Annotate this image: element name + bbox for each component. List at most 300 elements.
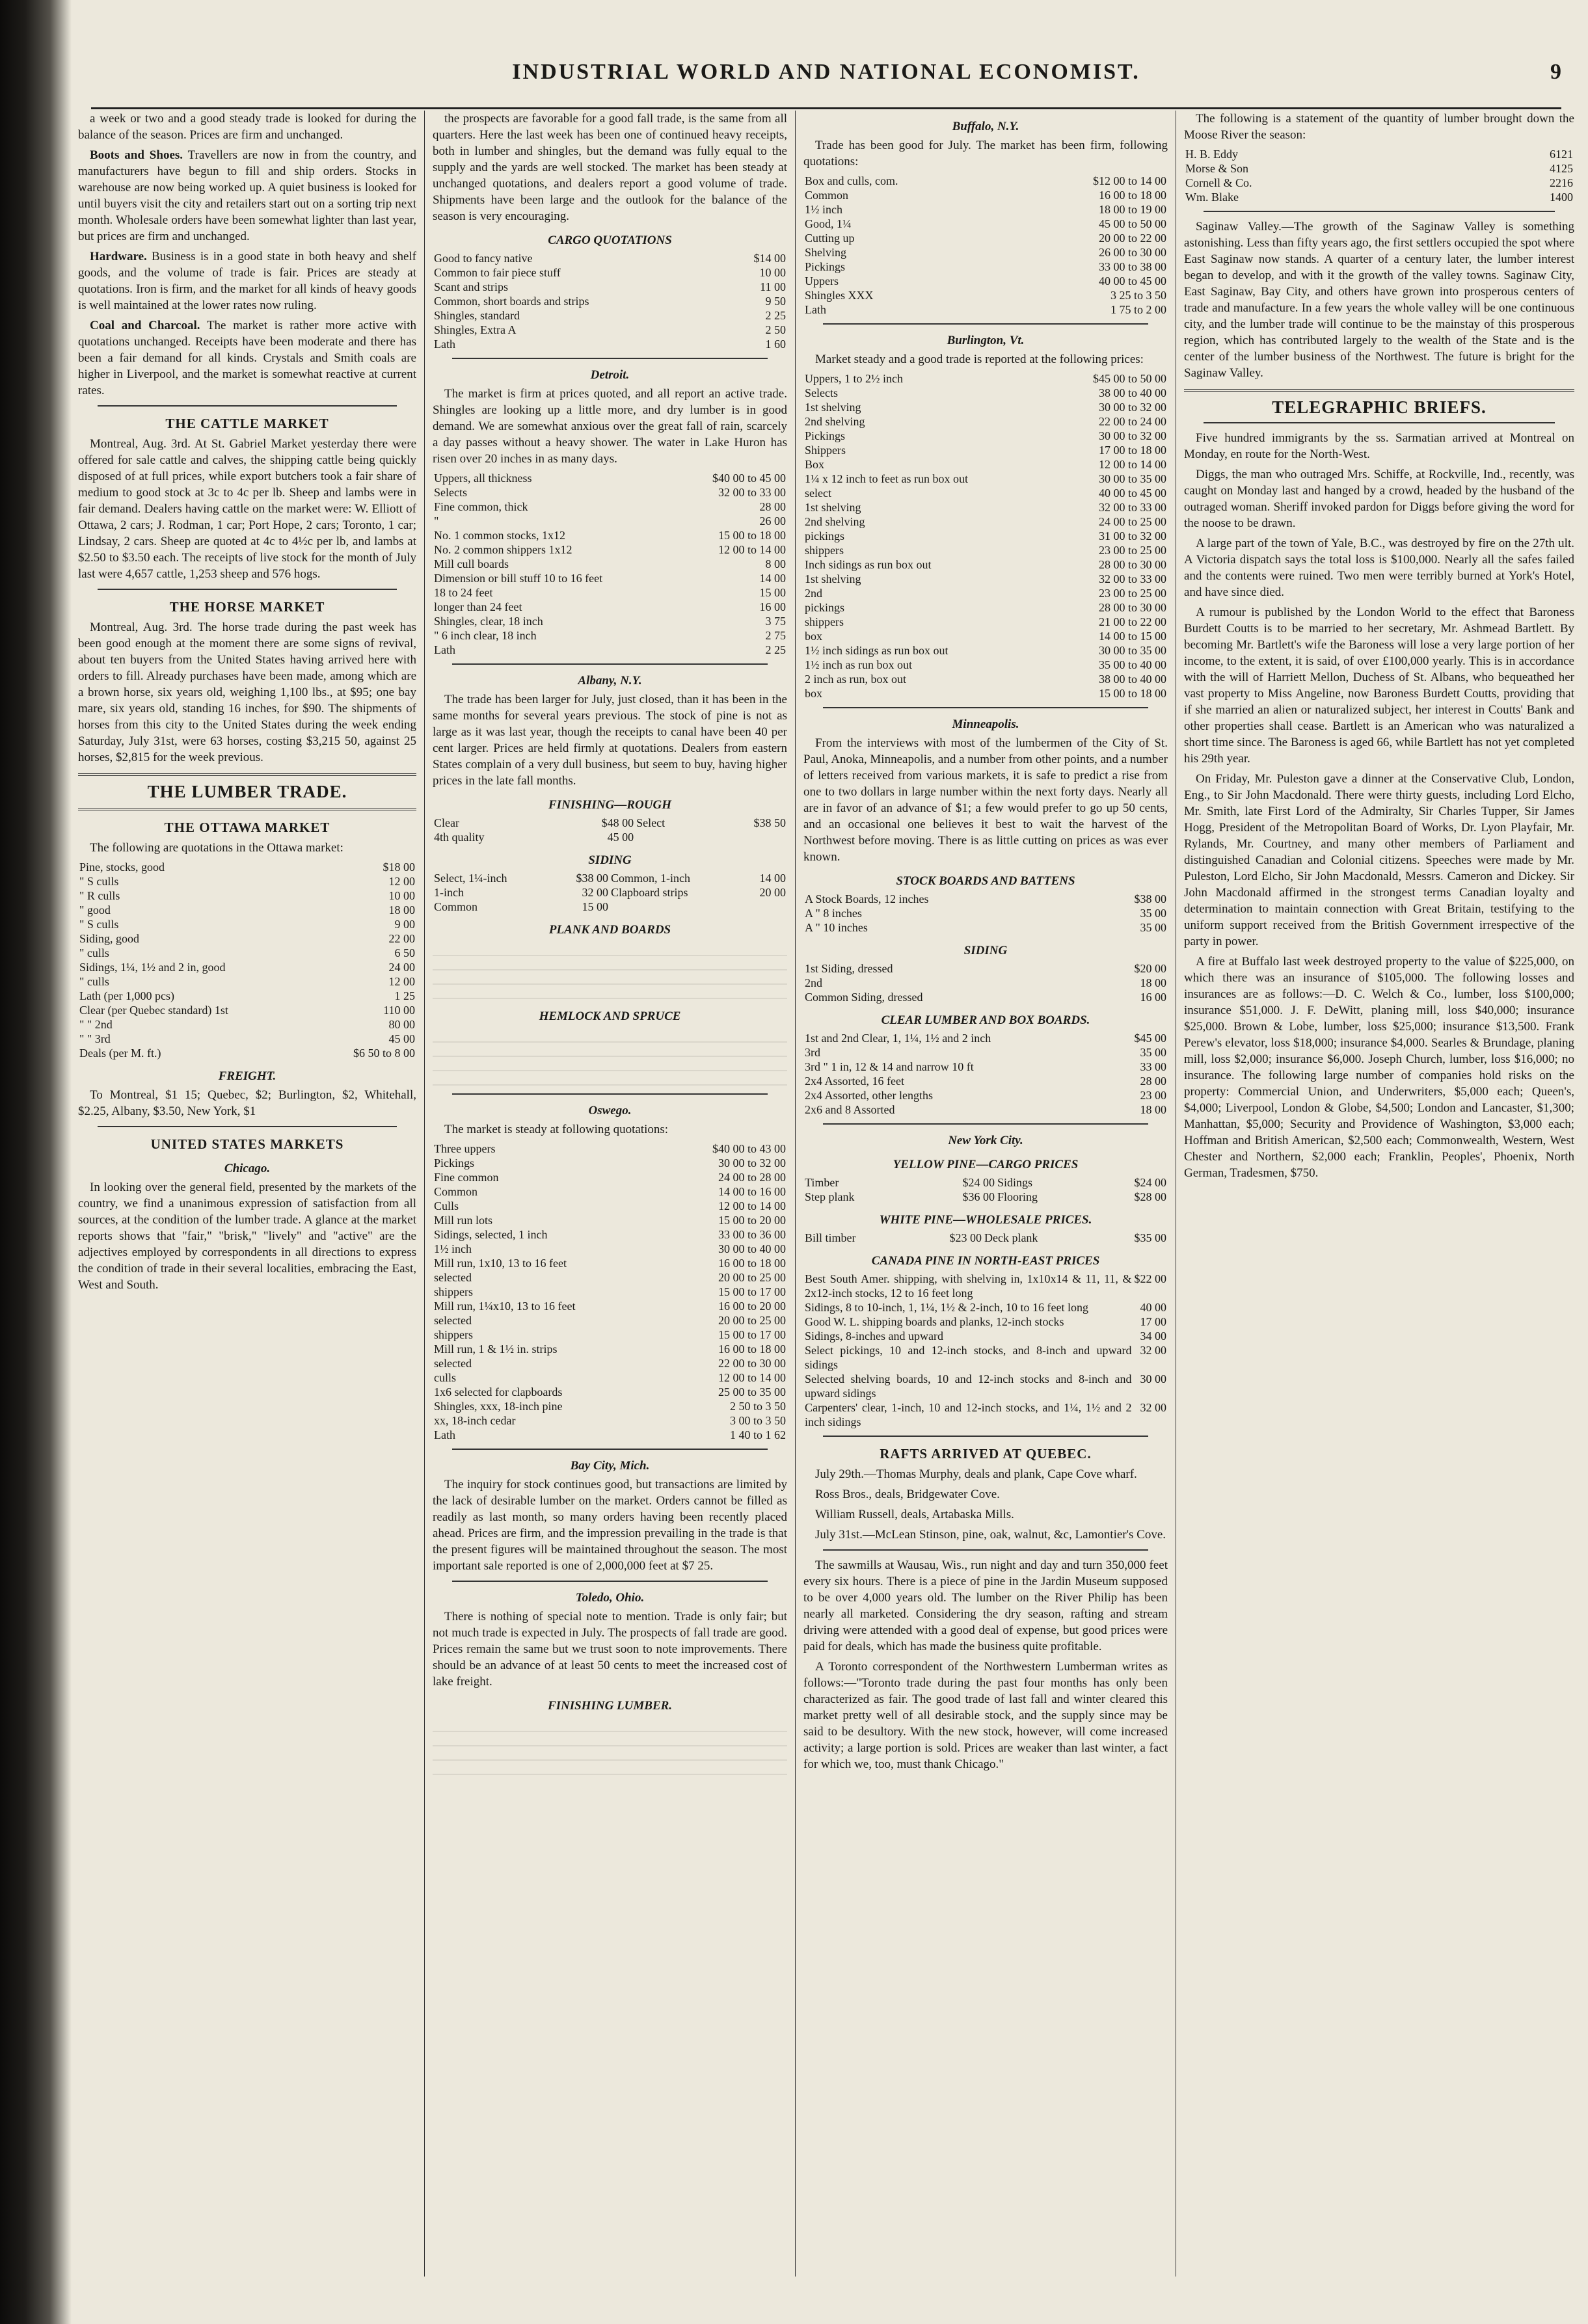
table-row bbox=[78, 974, 416, 989]
row-value: $38 50 bbox=[753, 816, 786, 829]
table-row bbox=[433, 585, 787, 600]
table-row bbox=[803, 1045, 1168, 1060]
row-value: 8 00 bbox=[765, 557, 786, 570]
row-value: 20 00 to 25 00 bbox=[718, 1314, 786, 1327]
table-row bbox=[803, 658, 1168, 672]
row-value: 1 75 to 2 00 bbox=[1110, 303, 1166, 316]
row-label: Selected shelving boards, 10 and 12-inch stocks and 8-inch and upward sidings bbox=[805, 1372, 1132, 1400]
row-label: Common bbox=[805, 189, 849, 202]
row-label: Mill run lots bbox=[434, 1214, 493, 1227]
row-label: " culls bbox=[79, 946, 109, 959]
table-row bbox=[433, 500, 787, 514]
row-label: Box and culls, com. bbox=[805, 174, 898, 187]
paragraph-text: The market is rather more active with quotations unchanged. Receipts have been moderate and there has been a fair demand for all kinds. Crystals and Smith coals are higher in Liverpool, and the market is somewhat reactive at current rates. bbox=[78, 319, 416, 397]
table-row bbox=[433, 1184, 787, 1199]
row-value: 16 00 to 18 00 bbox=[1098, 189, 1166, 202]
table-row bbox=[803, 245, 1168, 260]
article-paragraph: The market is firm at prices quoted, and all report an active trade. Shingles are looking up a little more, and dry lumber is in good demand. We are somewhat anxious over the great fall of rain, scarcely a day passes without a heavy shower. The water in Lake Huron has risen over 20 inches in as many days. bbox=[433, 387, 787, 466]
table-row bbox=[433, 308, 787, 323]
row-label: selected bbox=[434, 1314, 472, 1327]
article-paragraph: The market is steady at following quotations: bbox=[444, 1123, 669, 1136]
row-value: 15 00 to 18 00 bbox=[1098, 687, 1166, 700]
table-row bbox=[433, 1285, 787, 1299]
quotation-table bbox=[803, 174, 1168, 317]
row-value: 15 00 to 18 00 bbox=[718, 529, 786, 542]
table-row bbox=[803, 174, 1168, 188]
subsection-heading: CARGO QUOTATIONS bbox=[548, 234, 672, 247]
row-label: Sidings bbox=[997, 1176, 1033, 1189]
row-label: Common bbox=[434, 900, 478, 913]
table-row bbox=[803, 1272, 1168, 1300]
paragraph-text: Travellers are now in from the country, and manufacturers have begun to fill and ship orders. Stocks in warehouse are now being worked up. A quiet business is looked for until buyers visit the city and retailers start out on a sorting trip next month. Wholesale orders have been somewhat lighter than last year, but prices are firm and unchanged. bbox=[78, 148, 416, 243]
row-value: 1 60 bbox=[765, 338, 786, 351]
article-paragraph: The sawmills at Wausau, Wis., run night and day and turn 350,000 feet every six hours. There is a piece of pine in the Jardin Museum supposed to be over 4,000 years old. The lumber on the River Philip has been nearly all marketed. Considering the dry season, rafting and stream driving were attended with a good deal of expense, but good prices were paid for deals, which has made the business quite profitable. bbox=[803, 1558, 1168, 1653]
section-heading: UNITED STATES MARKETS bbox=[150, 1136, 344, 1152]
table-row bbox=[803, 400, 1168, 414]
row-label: Pickings bbox=[805, 260, 846, 273]
row-value: 6 50 bbox=[394, 946, 415, 959]
row-label: Uppers bbox=[805, 274, 839, 287]
row-value: $12 00 to 14 00 bbox=[1092, 174, 1166, 187]
row-label: 1½ inch bbox=[434, 1242, 472, 1255]
table-row bbox=[433, 1156, 787, 1170]
news-brief: A rumour is published by the London World to the effect that Baroness Burdett Coutts is to be married to her secretary, Mr. Ashmead Bartlett. By becoming Mr. Bartlett's wife the Baroness will lose a very large portion of her income, to the extent, it is said, of over £100,000 yearly. This is in accordance with the will of Harriett Mellon, Duchess of St. Albans, who bequeathed her vast property to Miss Angeline, now Baroness Burdett Coutts, providing that if she married an alien or naturalized subject, her interest in Coutts' Bank and other properties shall cease. Bartlett is an American who was naturalized a short time since. The Baroness is aged 66, while Bartlett has not yet completed his 29th year. bbox=[1184, 606, 1574, 766]
section-rule bbox=[452, 1449, 768, 1450]
table-row bbox=[433, 1385, 787, 1399]
row-label: Shippers bbox=[805, 444, 846, 457]
table-row bbox=[803, 1372, 1168, 1400]
row-label: Pickings bbox=[805, 429, 846, 442]
table-row bbox=[433, 337, 787, 351]
row-value: $45 00 bbox=[1134, 1032, 1166, 1045]
table-row bbox=[433, 1370, 787, 1385]
table-row bbox=[433, 542, 787, 557]
header-rule bbox=[91, 107, 1561, 109]
page-number: 9 bbox=[1550, 60, 1561, 84]
row-label: Wm. Blake bbox=[1185, 191, 1239, 204]
table-row bbox=[803, 260, 1168, 274]
quotation-table bbox=[78, 860, 416, 1060]
table-row bbox=[78, 860, 416, 874]
row-value: 4125 bbox=[1550, 162, 1573, 175]
row-value: 15 00 bbox=[582, 900, 609, 913]
table-row bbox=[78, 1017, 416, 1032]
illegible-table bbox=[433, 1028, 787, 1087]
row-value: 3 00 to 3 50 bbox=[729, 1414, 786, 1427]
row-label: Siding, good bbox=[79, 932, 140, 945]
table-row bbox=[803, 1315, 1168, 1329]
row-value: 21 00 to 22 00 bbox=[1098, 615, 1166, 628]
row-value: 11 00 bbox=[760, 280, 786, 293]
row-label: Bill timber bbox=[805, 1231, 856, 1244]
row-label: Fine common bbox=[434, 1171, 499, 1184]
row-value: $6 50 to 8 00 bbox=[353, 1047, 415, 1060]
row-label: " R culls bbox=[79, 889, 120, 902]
row-value: 2 75 bbox=[765, 629, 786, 642]
row-value: 10 00 bbox=[388, 889, 415, 902]
table-row bbox=[78, 1032, 416, 1046]
table-row bbox=[433, 643, 787, 657]
row-label: Dimension or bill stuff 10 to 16 feet bbox=[434, 572, 603, 585]
row-label: 2nd bbox=[805, 587, 822, 600]
row-value: 14 00 to 16 00 bbox=[718, 1185, 786, 1198]
row-label: Lath bbox=[805, 303, 826, 316]
row-value: 32 00 to 33 00 bbox=[1098, 501, 1166, 514]
table-row bbox=[803, 990, 1168, 1004]
row-value: 20 00 to 22 00 bbox=[1098, 232, 1166, 245]
article-paragraph: Montreal, Aug. 3rd. At St. Gabriel Market yesterday there were offered for sale cattle and calves, the shipping cattle being quickly disposed of at full prices, while export butchers took a fair share of medium to good stock at 3c to 4c per lb. Sheep and lambs were in fair demand. Dealers having cattle on the market were: W. Elliott of Ottawa, 2 cars; J. Rodman, 1 car; Port Hope, 2 cars; Toronto, 1 car; Lindsay, 2 cars. Sheep are quoted at 4c to 4½c per lb, and lambs at $2.50 to $3.50 each. The receipts of live stock for the month of July last were 4,657 cattle, 1,253 sheep and 576 hogs. bbox=[78, 437, 416, 581]
article-paragraph bbox=[78, 317, 416, 399]
row-value: $24 00 bbox=[1134, 1176, 1166, 1189]
table-row bbox=[803, 529, 1168, 543]
row-label: Select, 1¼-inch bbox=[434, 872, 507, 885]
section-rule bbox=[823, 707, 1148, 708]
row-label: Lath bbox=[434, 1428, 455, 1441]
table-row bbox=[78, 888, 416, 903]
row-label: 1x6 selected for clapboards bbox=[434, 1385, 563, 1398]
row-value: $14 00 bbox=[753, 252, 786, 265]
quotation-table bbox=[803, 371, 1168, 701]
row-label: box bbox=[805, 630, 822, 643]
row-label: 1½ inch as run box out bbox=[805, 658, 912, 671]
row-value: 1 25 bbox=[394, 989, 415, 1002]
row-label: " culls bbox=[79, 975, 109, 988]
row-label: 1st shelving bbox=[805, 501, 861, 514]
page-header bbox=[91, 39, 1561, 111]
row-label: Deals (per M. ft.) bbox=[79, 1047, 161, 1060]
row-label: Flooring bbox=[997, 1190, 1038, 1203]
table-row bbox=[433, 1199, 787, 1213]
row-value: 15 00 to 20 00 bbox=[718, 1214, 786, 1227]
table-row bbox=[433, 816, 787, 830]
row-value: 30 00 to 32 00 bbox=[1098, 401, 1166, 414]
row-value: 2 50 bbox=[765, 323, 786, 336]
row-label: Cornell & Co. bbox=[1185, 176, 1252, 189]
table-row bbox=[803, 920, 1168, 935]
table-row bbox=[803, 1400, 1168, 1429]
illegible-table bbox=[433, 942, 787, 1000]
row-value: 2 25 bbox=[765, 643, 786, 656]
subsection-heading: Albany, N.Y. bbox=[578, 674, 642, 688]
row-label: Good W. L. shipping boards and planks, 12-inch stocks bbox=[805, 1315, 1064, 1328]
list-item: July 31st.—McLean Stinson, pine, oak, walnut, &c, Lamontier's Cove. bbox=[815, 1528, 1166, 1542]
row-label: 2nd bbox=[805, 976, 822, 989]
row-value: $48 00 bbox=[601, 816, 634, 829]
table-row bbox=[803, 188, 1168, 202]
row-label: 2x6 and 8 Assorted bbox=[805, 1103, 895, 1116]
table-row bbox=[78, 874, 416, 888]
row-value: 28 00 to 30 00 bbox=[1098, 558, 1166, 571]
quotation-table bbox=[433, 871, 787, 914]
subsection-heading: Minneapolis. bbox=[952, 717, 1019, 731]
row-label: shippers bbox=[434, 1285, 473, 1298]
row-label: H. B. Eddy bbox=[1185, 148, 1238, 161]
row-label: Select bbox=[636, 816, 666, 829]
row-label: 2 inch as run, box out bbox=[805, 673, 906, 686]
row-value: 30 00 bbox=[1140, 1372, 1166, 1385]
table-row bbox=[1184, 147, 1574, 161]
table-row bbox=[803, 429, 1168, 443]
section-heading: RAFTS ARRIVED AT QUEBEC. bbox=[880, 1446, 1092, 1462]
row-value: 35 00 bbox=[1140, 921, 1166, 934]
quotation-table bbox=[433, 1142, 787, 1442]
article-paragraph: The following are quotations in the Ottawa market: bbox=[90, 841, 343, 855]
table-row bbox=[433, 600, 787, 614]
row-value: 16 00 bbox=[759, 600, 786, 613]
table-caption: FINISHING—ROUGH bbox=[548, 798, 671, 812]
row-label: Select pickings, 10 and 12-inch stocks, and 8-inch and upward sidings bbox=[805, 1344, 1132, 1371]
row-value: 24 00 bbox=[388, 961, 415, 974]
row-label: Good to fancy native bbox=[434, 252, 533, 265]
row-label: 1st shelving bbox=[805, 401, 861, 414]
table-row bbox=[803, 892, 1168, 906]
article-paragraph: From the interviews with most of the lumbermen of the City of St. Paul, Anoka, Minneapolis, and a number from other points, and a number of letters received from various markets, it is safe to predict a rise from one to two dollars in large number within the next forty days. Nearly all are in favor of an advance of $1; a few would prefer to go up 50 cents, and an occasional one believes it best to wait the harvest of the Northwest before moving. There is as little cutting on prices as was ever known. bbox=[803, 736, 1168, 864]
subsection-heading: Burlington, Vt. bbox=[947, 334, 1025, 347]
row-value: 38 00 to 40 00 bbox=[1098, 673, 1166, 686]
section-rule bbox=[823, 1436, 1148, 1437]
article-paragraph bbox=[78, 147, 416, 245]
row-value: 12 00 to 14 00 bbox=[718, 1371, 786, 1384]
news-brief: Five hundred immigrants by the ss. Sarmatian arrived at Montreal on Monday, en route for the North-West. bbox=[1184, 431, 1574, 461]
table-row bbox=[433, 1170, 787, 1184]
table-row bbox=[803, 672, 1168, 686]
section-rule bbox=[1184, 389, 1574, 392]
quotation-table bbox=[803, 1231, 1168, 1245]
row-label: selected bbox=[434, 1357, 472, 1370]
table-row bbox=[433, 1213, 787, 1227]
row-value: 38 00 to 40 00 bbox=[1098, 386, 1166, 399]
row-value: $22 00 bbox=[1134, 1272, 1166, 1285]
table-row bbox=[803, 486, 1168, 500]
row-value: 35 00 bbox=[1140, 907, 1166, 920]
article-paragraph: Saginaw Valley.—The growth of the Saginaw Valley is something astonishing. Less than fifty years ago, the first settlers occupied the spot where East Saginaw now stands. A quarter of a century later, the lumber interest began to develop, and with it the growth of the valley towns. Saginaw City, East Saginaw, Bay City, and others have grown into prosperous centers of trade and manufacture. In a few years the whole valley will be one continuous city, and the lumber trade will continue to be the mainstay of this prosperous region, which has contributed largely to the wealth of the State and is the center of the lumber business of the Northwest. The future is bright for the Saginaw Valley. bbox=[1184, 220, 1574, 380]
article-paragraph: Trade has been good for July. The market has been firm, following quotations: bbox=[803, 139, 1168, 168]
table-row bbox=[803, 457, 1168, 472]
row-value: 32 00 bbox=[1140, 1401, 1166, 1414]
row-label: Sidings, selected, 1 inch bbox=[434, 1228, 548, 1241]
table-caption: SIDING bbox=[963, 944, 1008, 957]
quotation-table bbox=[803, 1175, 1168, 1204]
table-row bbox=[1184, 176, 1574, 190]
table-row bbox=[433, 1342, 787, 1356]
row-label: Pickings bbox=[434, 1156, 475, 1169]
row-value: 15 00 bbox=[759, 586, 786, 599]
row-label: 1¼ x 12 inch to feet as run box out bbox=[805, 472, 968, 485]
news-brief: On Friday, Mr. Puleston gave a dinner at the Conservative Club, London, Eng., to Sir John Macdonald. There were thirty guests, including Lord Elcho, Mr. Smith, late First Lord of the Admiralty, Sir Charles Tupper, Sir James Hogg, President of the Metropolitan Board of Works, Dr. Lyon Playfair, Mr. Rylands, Mr. Courtney, and many other members of Parliament and distinguished Canadian and Colonial citizens. Speeches were made by Mr. Puleston, Lord Elcho, Sir John Macdonald, Messrs. Cameron and Dickey. Sir John Macdonald affirmed in the strongest terms Canadian loyalty and determination to maintain connection with Great Britain, testifying to the uniform support received from the British Government irrespective of the party in power. bbox=[1184, 772, 1574, 948]
table-row bbox=[433, 1256, 787, 1270]
table-row bbox=[803, 500, 1168, 514]
article-paragraph: The trade has been larger for July, just closed, than it has been in the same months for several years previous. The stock of pine is not as large as it was last year, though the receipts to canal have been 40 per cent larger. Prices are held firmly at quotations. Dealers from eastern States complain of a very dull business, but seem to buy, having higher prices in the late fall months. bbox=[433, 693, 787, 788]
row-value: 32 00 to 33 00 bbox=[1098, 572, 1166, 585]
table-row bbox=[433, 280, 787, 294]
row-label: 1st and 2nd Clear, 1, 1¼, 1½ and 2 inch bbox=[805, 1032, 991, 1045]
quotation-table bbox=[433, 816, 787, 844]
row-value: $18 00 bbox=[383, 861, 415, 874]
table-row bbox=[803, 615, 1168, 629]
row-label: Fine common, thick bbox=[434, 500, 528, 513]
section-rule bbox=[823, 1549, 1148, 1551]
row-value: $24 00 bbox=[962, 1176, 995, 1189]
row-label: Sidings, 1¼, 1½ and 2 in, good bbox=[79, 961, 226, 974]
row-value: $23 00 bbox=[949, 1231, 982, 1244]
table-caption: STOCK BOARDS AND BATTENS bbox=[896, 874, 1075, 888]
row-label: selected bbox=[434, 1271, 472, 1284]
row-value: 28 00 to 30 00 bbox=[1098, 601, 1166, 614]
table-row bbox=[433, 1227, 787, 1242]
row-label: 1½ inch bbox=[805, 203, 842, 216]
row-label: A " 10 inches bbox=[805, 921, 868, 934]
section-heading: THE HORSE MARKET bbox=[169, 599, 325, 615]
table-row bbox=[433, 265, 787, 280]
article-paragraph: Market steady and a good trade is reported at the following prices: bbox=[815, 353, 1144, 366]
row-value: 45 00 bbox=[607, 831, 634, 844]
row-label: Shingles, Extra A bbox=[434, 323, 517, 336]
column-3 bbox=[803, 111, 1168, 2277]
row-label: 18 to 24 feet bbox=[434, 586, 493, 599]
subsection-heading: Chicago. bbox=[224, 1162, 271, 1175]
table-row bbox=[433, 485, 787, 500]
table-row bbox=[803, 1343, 1168, 1372]
row-value: 18 00 bbox=[388, 903, 415, 916]
table-row bbox=[803, 231, 1168, 245]
row-label: Shelving bbox=[805, 246, 847, 259]
table-row bbox=[803, 1074, 1168, 1088]
table-row bbox=[803, 572, 1168, 586]
row-label: Best South Amer. shipping, with shelving in, 1x10x14 & 11, 11, & 2x12-inch stocks, 12 to 16 feet long bbox=[805, 1272, 1132, 1300]
row-label: 2nd shelving bbox=[805, 415, 865, 428]
table-row bbox=[433, 1299, 787, 1313]
row-label: Three uppers bbox=[434, 1142, 496, 1155]
row-value: 33 00 to 36 00 bbox=[718, 1228, 786, 1241]
row-value: 110 00 bbox=[383, 1004, 415, 1017]
news-brief: A fire at Buffalo last week destroyed property to the value of $225,000, on which there was an insurance of $105,000. The following losses and insurances are as follows:—D. C. Welch & Co., lumber, loss $100,000; insurance $51,000. J. F. DeWitt, planing mill, loss $40,000; insurance $25,000. Brown & Lobe, lumber, loss $25,000; insurance $13,500. Frank Perew's elevator, loss $18,000; insurance $4,000. Searles & Brundage, planing mill, loss $2,000; insurance $6,000. Joseph Church, lumber, loss $16,000; no insurance. The following large number of companies hold risks on the property: Commercial Union, and Underwriters, $5,000 each; Queen's, $4,000; Liverpool, London & Globe, $4,500; London and Lancaster, $1,300; Manhattan, $5,000; Security and Providence of Washington, $3,000 each; Hoffman and British American, $2,500 each; Commonwealth, Western, West Chester and Northern, $2,000 each; Franklin, Peoples', Phoenix, North German, Tradesmen, $750. bbox=[1184, 955, 1574, 1180]
table-row bbox=[803, 1031, 1168, 1045]
row-label: shippers bbox=[434, 1328, 473, 1341]
row-label: Mill run, 1¼x10, 13 to 16 feet bbox=[434, 1300, 576, 1313]
row-label: shippers bbox=[805, 615, 844, 628]
list-item: Ross Bros., deals, Bridgewater Cove. bbox=[815, 1488, 1000, 1501]
table-row bbox=[433, 1328, 787, 1342]
row-value: 17 00 to 18 00 bbox=[1098, 444, 1166, 457]
row-label: Sidings, 8 to 10-inch, 1, 1¼, 1½ & 2-inch, 10 to 16 feet long bbox=[805, 1301, 1088, 1314]
row-value: 12 00 bbox=[388, 875, 415, 888]
row-value: 33 00 bbox=[1140, 1060, 1166, 1073]
row-value: $40 00 to 45 00 bbox=[712, 472, 786, 485]
row-label: 1-inch bbox=[434, 886, 464, 899]
section-rule bbox=[452, 663, 768, 665]
row-value: 23 00 bbox=[1140, 1089, 1166, 1102]
list-item: William Russell, deals, Artabaska Mills. bbox=[815, 1508, 1014, 1521]
table-row bbox=[433, 1242, 787, 1256]
column-4 bbox=[1184, 111, 1574, 2277]
table-row bbox=[803, 302, 1168, 317]
row-value: 14 00 bbox=[759, 872, 786, 885]
quotation-table bbox=[803, 1031, 1168, 1117]
row-value: 40 00 to 45 00 bbox=[1098, 274, 1166, 287]
row-value: 15 00 to 17 00 bbox=[718, 1328, 786, 1341]
row-value: 45 00 to 50 00 bbox=[1098, 217, 1166, 230]
table-row bbox=[78, 903, 416, 917]
section-heading: THE OTTAWA MARKET bbox=[164, 820, 330, 835]
row-value: 16 00 to 20 00 bbox=[718, 1300, 786, 1313]
row-value: 2 25 bbox=[765, 309, 786, 322]
table-row bbox=[803, 1231, 1168, 1245]
quotation-table bbox=[433, 471, 787, 657]
row-label: Cutting up bbox=[805, 232, 855, 245]
row-value: 18 00 to 19 00 bbox=[1098, 203, 1166, 216]
news-brief: Diggs, the man who outraged Mrs. Schiffe, at Rockville, Ind., recently, was caught on Monday last and hanged by a crowd, headed by the husband of the outraged woman. Sheriff invoked pardon for Diggs before giving the word for the noose to be drawn. bbox=[1184, 468, 1574, 530]
row-value: $40 00 to 43 00 bbox=[712, 1142, 786, 1155]
table-caption: CANADA PINE IN NORTH-EAST PRICES bbox=[871, 1254, 1100, 1268]
article-paragraph: the prospects are favorable for a good fall trade, is the same from all quarters. Here the last week has been one of continued heavy receipts, both in lumber and shingles, but the demand was fully equal to the supply and the yards are well stocked. The market has been steady at unchanged quotations, and dealers report a good volume of trade. Shipments have been large and the outlook for the balance of the season is very encouraging. bbox=[433, 112, 787, 223]
table-row bbox=[803, 686, 1168, 701]
row-value: 23 00 to 25 00 bbox=[1098, 587, 1166, 600]
subsection-heading: Toledo, Ohio. bbox=[575, 1591, 645, 1605]
table-row bbox=[433, 900, 787, 914]
row-value: 2216 bbox=[1550, 176, 1573, 189]
row-value: 35 00 to 40 00 bbox=[1098, 658, 1166, 671]
row-label: pickings bbox=[805, 529, 844, 542]
article-paragraph: There is nothing of special note to mention. Trade is only fair; but not much trade is expected in July. The prospects of fall trade are good. Prices remain the same but we trust soon to note improvements. There should be an advance of at least 50 cents to meet the increased cost of lake freight. bbox=[433, 1610, 787, 1689]
table-row bbox=[78, 946, 416, 960]
article-paragraph: a week or two and a good steady trade is looked for during the balance of the season. Prices are firm and unchanged. bbox=[78, 112, 416, 142]
column-2 bbox=[433, 111, 787, 2277]
table-row bbox=[1184, 190, 1574, 204]
row-label: culls bbox=[434, 1371, 456, 1384]
article-paragraph: The inquiry for stock continues good, but transactions are limited by the lack of desirable lumber on the market. Orders cannot be filled as readily as last month, so many orders having been recently placed ahead. Prices are firm, and the impression prevailing in the trade is that the present figures will be maintained throughout the season. The most important sale reported is one of 2,000,000 feet at $7 25. bbox=[433, 1478, 787, 1573]
quotation-table bbox=[803, 892, 1168, 935]
list-item: July 29th.—Thomas Murphy, deals and plank, Cape Cove wharf. bbox=[815, 1467, 1137, 1481]
row-value: 1400 bbox=[1550, 191, 1573, 204]
news-brief: A large part of the town of Yale, B.C., was destroyed by fire on the 27th ult. A Victoria dispatch says the total loss is $100,000. Nearly all the safes failed and the contents were ruined. Two men were terribly burned at York's Hotel, and have since died. bbox=[1184, 537, 1574, 599]
row-value: 26 00 to 30 00 bbox=[1098, 246, 1166, 259]
table-row bbox=[803, 202, 1168, 217]
row-value: $28 00 bbox=[1134, 1190, 1166, 1203]
table-row bbox=[433, 885, 787, 900]
row-value: 24 00 to 28 00 bbox=[718, 1171, 786, 1184]
table-row bbox=[803, 217, 1168, 231]
section-rule bbox=[1204, 422, 1555, 423]
row-label: Uppers, all thickness bbox=[434, 472, 532, 485]
row-value: 33 00 to 38 00 bbox=[1098, 260, 1166, 273]
row-value: 3 75 bbox=[765, 615, 786, 628]
row-value: 14 00 bbox=[759, 572, 786, 585]
row-label: 3rd bbox=[805, 1046, 820, 1059]
row-label: shippers bbox=[805, 544, 844, 557]
row-value: 3 25 to 3 50 bbox=[1110, 289, 1166, 302]
row-value: 17 00 bbox=[1140, 1315, 1166, 1328]
quotation-table bbox=[1184, 147, 1574, 204]
table-row bbox=[803, 586, 1168, 600]
table-row bbox=[433, 1313, 787, 1328]
row-label: Lath bbox=[434, 338, 455, 351]
row-value: 12 00 to 14 00 bbox=[1098, 458, 1166, 471]
run-in-head: Boots and Shoes. bbox=[90, 148, 183, 162]
table-row bbox=[803, 976, 1168, 990]
row-value: 26 00 bbox=[759, 514, 786, 528]
row-label: 2nd shelving bbox=[805, 515, 865, 528]
row-label: Mill run, 1x10, 13 to 16 feet bbox=[434, 1257, 567, 1270]
row-value: 40 00 to 45 00 bbox=[1098, 487, 1166, 500]
row-value: 9 00 bbox=[394, 918, 415, 931]
row-value: 6121 bbox=[1550, 148, 1573, 161]
quotation-table bbox=[433, 251, 787, 351]
table-caption: CLEAR LUMBER AND BOX BOARDS. bbox=[881, 1013, 1090, 1027]
row-label: Deck plank bbox=[984, 1231, 1038, 1244]
row-value: 24 00 to 25 00 bbox=[1098, 515, 1166, 528]
row-label: Shingles, clear, 18 inch bbox=[434, 615, 543, 628]
row-value: 25 00 to 35 00 bbox=[718, 1385, 786, 1398]
